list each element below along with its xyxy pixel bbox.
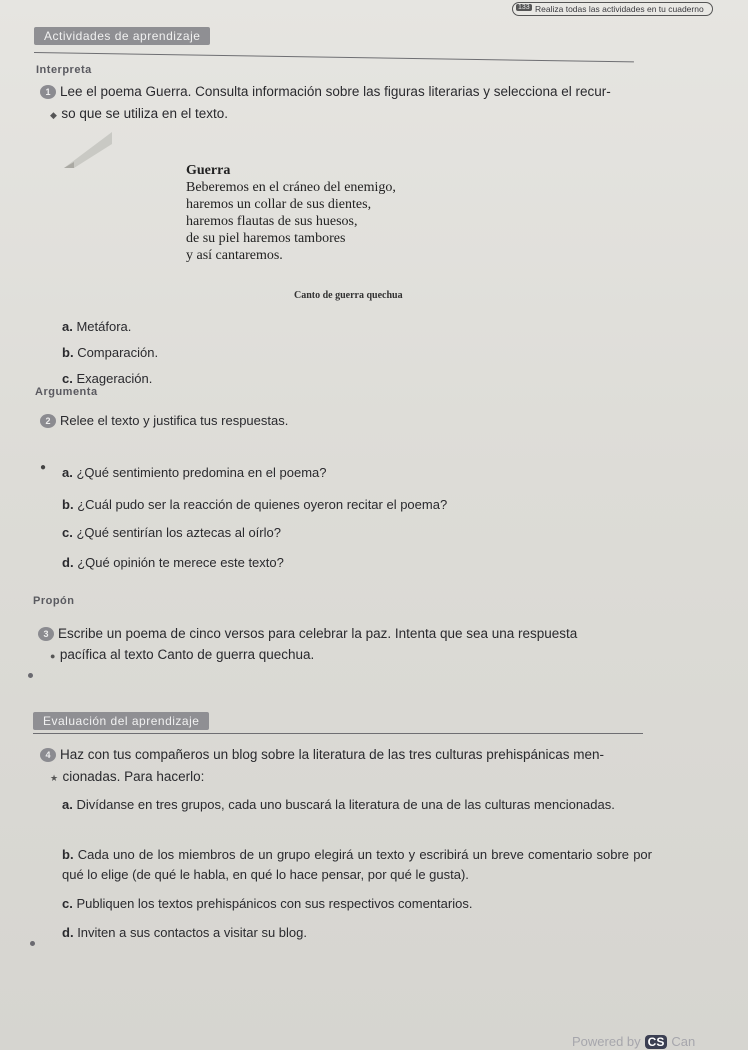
option-letter: b. bbox=[62, 345, 74, 360]
step-a bbox=[62, 795, 652, 815]
poem-title: Guerra bbox=[186, 163, 231, 178]
top-banner-text: Realiza todas las actividades en tu cuaderno bbox=[535, 4, 704, 14]
option-b[interactable] bbox=[62, 345, 158, 360]
item-1-text-line1: Lee el poema Guerra. Consulta información sobre las figuras literarias y selecciona el recur- bbox=[60, 84, 611, 99]
step-text: Inviten a sus contactos a visitar su blog. bbox=[77, 925, 307, 940]
question-text: ¿Qué sentirían los aztecas al oírlo? bbox=[76, 525, 281, 540]
step-letter: a. bbox=[62, 797, 73, 812]
question-text: ¿Qué sentimiento predomina en el poema? bbox=[76, 465, 327, 480]
poem-line: y así cantaremos. bbox=[186, 248, 283, 263]
item-3-text-line1: Escribe un poema de cinco versos para celebrar la paz. Intenta que sea una respuesta bbox=[58, 626, 578, 641]
item-4-line2-row bbox=[50, 768, 204, 786]
heading-argumenta: Argumenta bbox=[35, 386, 98, 398]
question-letter: d. bbox=[62, 555, 74, 570]
item-2 bbox=[40, 413, 288, 428]
poem-line: de su piel haremos tambores bbox=[186, 231, 346, 246]
step-letter: b. bbox=[62, 847, 74, 862]
question-letter: c. bbox=[62, 525, 73, 540]
step-d bbox=[62, 925, 307, 940]
item-4-text-line1: Haz con tus compañeros un blog sobre la literatura de las tres culturas prehispánicas men- bbox=[60, 747, 605, 762]
star-bullet-icon: ★ bbox=[50, 773, 59, 783]
margin-dot bbox=[28, 673, 33, 678]
step-c bbox=[62, 896, 472, 911]
item-2-number: 2 bbox=[40, 414, 56, 428]
heading-interpreta: Interpreta bbox=[36, 64, 92, 76]
question-letter: a. bbox=[62, 465, 73, 480]
option-a[interactable] bbox=[62, 319, 131, 334]
page-number: 133 bbox=[518, 4, 530, 11]
poem-source: Canto de guerra quechua bbox=[294, 290, 403, 301]
margin-dot bbox=[30, 941, 35, 946]
question-a bbox=[62, 465, 327, 480]
item-4-line1 bbox=[40, 747, 604, 762]
item-1-number: 1 bbox=[40, 85, 56, 99]
step-text: Publiquen los textos prehispánicos con sus respectivos comentarios. bbox=[76, 896, 473, 911]
circle-bullet-icon: ● bbox=[40, 462, 47, 473]
section-title-actividades: Actividades de aprendizaje bbox=[34, 27, 210, 45]
step-text: Cada uno de los miembros de un grupo elegirá un texto y escribirá un breve comentario sobre por qué lo elige (de qué le habla, en qué lo hace pensar, por qué le gusta). bbox=[62, 847, 652, 882]
pencil-icon bbox=[64, 132, 112, 168]
diamond-bullet-icon: ◆ bbox=[50, 110, 57, 120]
item-3-text-line2: pacífica al texto Canto de guerra quechua. bbox=[59, 647, 315, 662]
question-text: ¿Qué opinión te merece este texto? bbox=[77, 555, 284, 570]
section-rule bbox=[34, 52, 634, 62]
top-banner bbox=[512, 2, 713, 16]
footer-watermark bbox=[572, 1034, 695, 1049]
section-rule bbox=[33, 733, 643, 734]
powered-by-text: Powered by bbox=[572, 1034, 641, 1049]
dot-bullet-icon: ● bbox=[50, 651, 56, 661]
section-title-evaluacion: Evaluación del aprendizaje bbox=[33, 712, 209, 730]
camscanner-logo-icon: CS bbox=[645, 1035, 668, 1049]
option-letter: c. bbox=[62, 371, 73, 386]
question-b bbox=[62, 497, 447, 512]
item-2-text: Relee el texto y justifica tus respuestas. bbox=[60, 413, 289, 428]
step-b bbox=[62, 845, 652, 885]
item-3-line2-row bbox=[50, 646, 314, 664]
option-text: Comparación. bbox=[77, 345, 159, 360]
step-letter: d. bbox=[62, 925, 74, 940]
item-3-number: 3 bbox=[38, 627, 54, 641]
poem-line: haremos un collar de sus dientes, bbox=[186, 197, 372, 212]
question-text: ¿Cuál pudo ser la reacción de quienes oyeron recitar el poema? bbox=[77, 497, 448, 512]
option-text: Exageración. bbox=[76, 371, 153, 386]
option-text: Metáfora. bbox=[76, 319, 132, 334]
option-letter: a. bbox=[62, 319, 73, 334]
step-text: Divídanse en tres grupos, cada uno buscará la literatura de una de las culturas mencionadas. bbox=[76, 797, 615, 812]
poem-line: haremos flautas de sus huesos, bbox=[186, 214, 358, 229]
item-4-number: 4 bbox=[40, 748, 56, 762]
poem bbox=[186, 162, 396, 264]
question-c bbox=[62, 525, 281, 540]
poem-line: Beberemos en el cráneo del enemigo, bbox=[186, 180, 396, 195]
heading-propon: Propón bbox=[33, 595, 75, 607]
question-letter: b. bbox=[62, 497, 74, 512]
option-c[interactable] bbox=[62, 371, 152, 386]
item-1-line1 bbox=[40, 84, 611, 99]
item-4-text-line2: cionadas. Para hacerlo: bbox=[62, 769, 205, 784]
item-3-line1 bbox=[38, 626, 577, 641]
step-letter: c. bbox=[62, 896, 73, 911]
brand-text: Can bbox=[671, 1034, 696, 1049]
question-d bbox=[62, 555, 284, 570]
item-1-line2-row bbox=[50, 105, 228, 123]
item-1-text-line2: so que se utiliza en el texto. bbox=[61, 106, 228, 121]
